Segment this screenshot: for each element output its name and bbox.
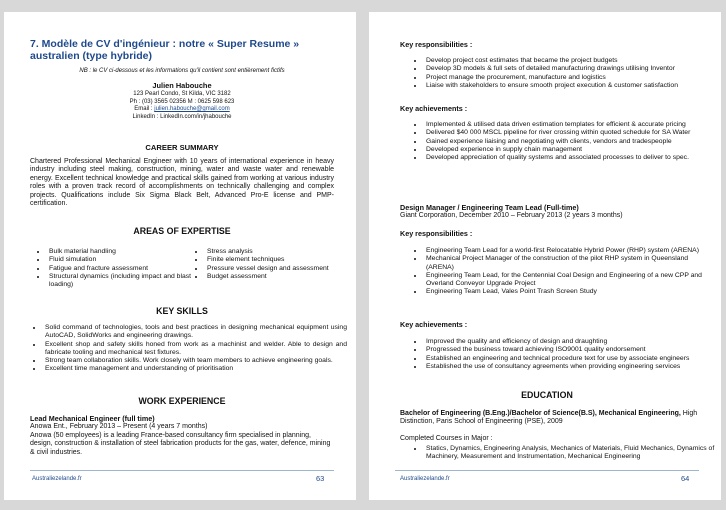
list-item: • Fatigue and fracture assessment [47,265,197,273]
job-title: Lead Mechanical Engineer (full time) [30,414,155,423]
section-heading: 7. Modèle de CV d'ingénieur : notre « Super Resume » australien (type hybride) [30,38,300,62]
list-item: • Project manage the procurement, manufacture and logistics [424,74,721,82]
email-link[interactable]: julien.habouche@gmail.com [154,106,230,112]
candidate-name: Julien Habouche [152,81,212,90]
responsibilities-title: Key responsibilities : [400,40,473,49]
list-item: • Solid command of technologies, tools and best practices in designing mechanical equipment using AutoCAD, SolidWorks and engineering drawings. [43,324,347,341]
list-item: • Engineering Team Lead, for the Centennial Coal Design and Engineering of a new CPP and Overland Conveyor Upgrade Project [424,272,714,289]
list-item: • Implemented & utilised data driven estimation templates for efficient & accurate pricing [424,121,714,129]
work-experience-title: WORK EXPERIENCE [138,396,226,406]
contact-block [24,81,340,121]
list-item: • Pressure vessel design and assessment [205,265,335,273]
list-item: • Bulk material handling [47,248,197,256]
list-item: • Delivered $40 000 MSCL pipeline for river crossing within quoted schedule for SA Water [424,129,714,137]
list-item: • Structural dynamics (including impact and blast loading) [47,273,197,290]
responsibilities-list [411,57,721,90]
list-item: • Budget assessment [205,273,335,281]
list-item: • Fluid simulation [47,256,197,264]
list-item: • Progressed the business toward achieving ISO9001 quality endorsement [424,346,721,354]
expertise-title: AREAS OF EXPERTISE [133,226,231,236]
list-item: • Developed appreciation of quality systems and associated processes to deliver to spec. [424,154,714,162]
career-summary-title: CAREER SUMMARY [145,143,219,152]
key-skills-title: KEY SKILLS [156,306,208,316]
list-item: • Stress analysis [205,248,335,256]
responsibilities-title: Key responsibilities : [400,229,473,238]
phone: Ph : (03) 3565 02356 M : 0625 598 623 [129,98,235,105]
list-item: • Excellent time management and understanding of prioritisation [43,365,347,373]
job-description: Anowa (50 employees) is a leading France-based consultancy firm specialised in planning, design, construction & installation of steel fabrication products for the gas, water, defence, mining & civil industries. [30,432,331,456]
email-label: Email : [134,106,155,112]
degree-detail: High Distinction, Paris School of Engineering (PSE), 2009 [400,410,698,426]
email-line [24,106,340,114]
list-item: • Excellent shop and safety skills honed from work as a machinist and welder. Able to design and fabricate tooling and mechanical test fixtures. [43,341,347,358]
achievements-title: Key achievements : [400,104,468,113]
page-number: 64 [681,474,690,483]
job2-title: Design Manager / Engineering Team Lead (Full-time) [400,203,579,212]
achievements-list [411,338,721,371]
skills-list [30,324,347,374]
list-item: • Statics, Dynamics, Engineering Analysis, Mechanics of Materials, Fluid Mechanics, Dynamics of Machinery, Measurement and Instrumentation, Mechanical Engineering [424,445,721,462]
list-item: • Engineering Team Lead for a world-first Relocatable Hybrid Power (RHP) system (ARENA) [424,247,714,255]
expertise-list-right [192,248,335,281]
list-item: • Strong team collaboration skills. Work closely with team members to achieve engineering goals. [43,357,347,365]
right-page [369,12,721,500]
address: 123 Pearl Condo, St Kilda, VIC 3182 [133,91,231,97]
footer-divider [30,470,334,471]
degree-name: Bachelor of Engineering (B.Eng.)/Bachelor of Science(B.S), Mechanical Engineering, [400,410,681,417]
education-title: EDUCATION [521,390,573,400]
linkedin: LinkedIn : LinkedIn.com/in/jhabouche [132,113,232,120]
left-page [4,12,356,500]
list-item: • Established the use of consultancy agreements when providing engineering services [424,363,721,371]
list-item: • Develop 3D models & full sets of detailed manufacturing drawings utilising Inventor [424,65,721,73]
page-number: 63 [316,474,325,483]
responsibilities-list [411,247,714,297]
list-item: • Improved the quality and efficiency of design and draughting [424,338,721,346]
courses-list [411,445,721,462]
job2-meta: Giant Corporation, December 2010 – February 2013 (2 years 3 months) [400,212,623,219]
list-item: • Liaise with stakeholders to ensure smooth project execution & customer satisfaction [424,82,721,90]
fictitious-note: NB : le CV ci-dessous et les informations qu'il contient sont entièrement fictifs [79,68,285,74]
achievements-title: Key achievements : [400,320,468,329]
courses-title: Completed Courses in Major : [400,435,493,442]
list-item: • Develop project cost estimates that became the project budgets [424,57,721,65]
footer-divider [395,470,699,471]
footer-site: Australiezelande.fr [32,476,82,482]
list-item: • Mechanical Project Manager of the construction of the pilot RHP system in Queensland (ARENA) [424,255,714,272]
expertise-list-left [34,248,197,289]
degree [400,410,700,427]
career-summary-text: Chartered Professional Mechanical Engineer with 10 years of international experience in heavy industry including steel making, construction, mining, water and waste water and renewable energy. Excellent technical knowledge and practical skills gained from working at various industry roles with a proven track record of accomplishments on technically challenging and complex projects. Qualifications include Six Sigma Black Belt, Advanced Pro-E license and PMP-certification. [30,158,334,208]
achievements-list [411,121,714,162]
list-item: • Developed experience in supply chain management [424,146,714,154]
job-meta: Anowa Ent., February 2013 – Present (4 years 7 months) [30,423,208,430]
list-item: • Finite element techniques [205,256,335,264]
list-item: • Engineering Team Lead, Vales Point Trash Screen Study [424,288,714,296]
list-item: • Gained experience liaising and negotiating with clients, vendors and tradespeople [424,138,714,146]
list-item: • Established an engineering and technical procedure text for use by associate engineers [424,355,721,363]
footer-site: Australiezelande.fr [400,476,450,482]
